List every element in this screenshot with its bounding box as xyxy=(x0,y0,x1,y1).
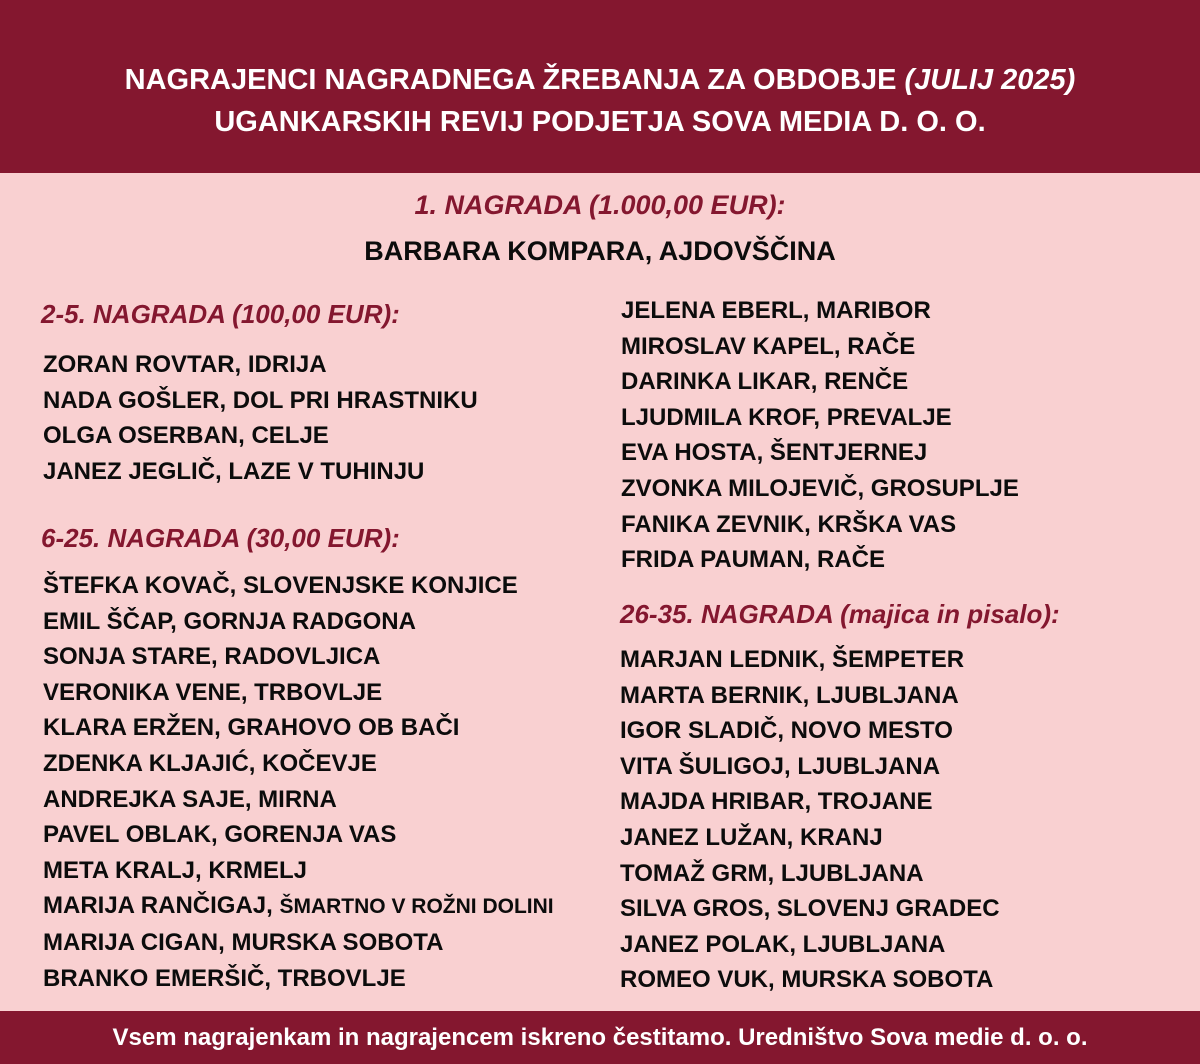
header-title-line2: UGANKARSKIH REVIJ PODJETJA SOVA MEDIA D. O. O. xyxy=(214,106,986,138)
list-item: MAJDA HRIBAR, TROJANE xyxy=(620,788,933,816)
list-item: EMIL ŠČAP, GORNJA RADGONA xyxy=(43,607,416,635)
list-item: MARTA BERNIK, LJUBLJANA xyxy=(620,681,959,709)
list-item: BRANKO EMERŠIČ, TRBOVLJE xyxy=(43,964,406,992)
prize-2-5-list xyxy=(43,347,478,489)
list-item: MIROSLAV KAPEL, RAČE xyxy=(621,332,916,360)
list-item: TOMAŽ GRM, LJUBLJANA xyxy=(620,859,924,887)
list-item: MARJAN LEDNIK, ŠEMPETER xyxy=(620,646,965,673)
list-item: JANEZ JEGLIČ, LAZE V TUHINJU xyxy=(43,457,425,485)
list-item xyxy=(43,888,554,925)
list-item: EVA HOSTA, ŠENTJERNEJ xyxy=(621,439,928,467)
list-item: VERONIKA VENE, TRBOVLJE xyxy=(43,678,383,706)
first-prize-winner: BARBARA KOMPARA, AJDOVŠČINA xyxy=(364,236,836,266)
winner-name: MARIJA RANČIGAJ, xyxy=(43,892,280,920)
list-item: SONJA STARE, RADOVLJICA xyxy=(43,643,381,671)
list-item: VITA ŠULIGOJ, LJUBLJANA xyxy=(620,752,941,780)
header-title-line1 xyxy=(0,59,1200,101)
prize-6-25-list-left xyxy=(43,568,554,996)
prize-2-5-heading: 2-5. NAGRADA (100,00 EUR): xyxy=(41,299,400,329)
list-item: ZVONKA MILOJEVIČ, GROSUPLJE xyxy=(621,474,1019,502)
prize-26-35-list xyxy=(620,642,1000,998)
footer-banner xyxy=(0,1011,1200,1064)
footer-congratulations: Vsem nagrajenkam in nagrajencem iskreno čestitamo. Uredništvo Sova medie d. o. o. xyxy=(112,1024,1088,1051)
list-item: LJUDMILA KROF, PREVALJE xyxy=(621,403,952,431)
list-item: META KRALJ, KRMELJ xyxy=(43,856,307,884)
list-item: ROMEO VUK, MURSKA SOBOTA xyxy=(620,966,994,994)
list-item: KLARA ERŽEN, GRAHOVO OB BAČI xyxy=(43,714,460,742)
list-item: ZDENKA KLJAJIĆ, KOČEVJE xyxy=(43,749,377,777)
header-banner xyxy=(0,0,1200,173)
list-item: FANIKA ZEVNIK, KRŠKA VAS xyxy=(621,510,957,538)
list-item: JELENA EBERL, MARIBOR xyxy=(621,297,931,324)
list-item: NADA GOŠLER, DOL PRI HRASTNIKU xyxy=(43,386,478,414)
list-item: JANEZ LUŽAN, KRANJ xyxy=(620,823,883,851)
list-item: ANDREJKA SAJE, MIRNA xyxy=(43,785,337,813)
list-item: IGOR SLADIČ, NOVO MESTO xyxy=(620,717,953,745)
list-item: DARINKA LIKAR, RENČE xyxy=(621,368,909,396)
list-item: ZORAN ROVTAR, IDRIJA xyxy=(43,351,327,378)
list-item: FRIDA PAUMAN, RAČE xyxy=(621,546,885,574)
prize-6-25-list-right xyxy=(621,293,1019,578)
prize-26-35-heading: 26-35. NAGRADA (majica in pisalo): xyxy=(620,599,1060,629)
first-prize-heading: 1. NAGRADA (1.000,00 EUR): xyxy=(414,190,786,220)
list-item: MARIJA CIGAN, MURSKA SOBOTA xyxy=(43,928,444,956)
prize-6-25-heading: 6-25. NAGRADA (30,00 EUR): xyxy=(41,523,400,553)
header-period: (JULIJ 2025) xyxy=(904,64,1076,96)
header-title-main: NAGRAJENCI NAGRADNEGA ŽREBANJA ZA OBDOBJE xyxy=(124,64,905,96)
list-item: ŠTEFKA KOVAČ, SLOVENJSKE KONJICE xyxy=(43,572,518,599)
winner-place: ŠMARTNO V ROŽNI DOLINI xyxy=(279,895,554,919)
list-item: SILVA GROS, SLOVENJ GRADEC xyxy=(620,895,1000,923)
list-item: JANEZ POLAK, LJUBLJANA xyxy=(620,930,946,958)
list-item: OLGA OSERBAN, CELJE xyxy=(43,422,329,450)
list-item: PAVEL OBLAK, GORENJA VAS xyxy=(43,821,397,849)
